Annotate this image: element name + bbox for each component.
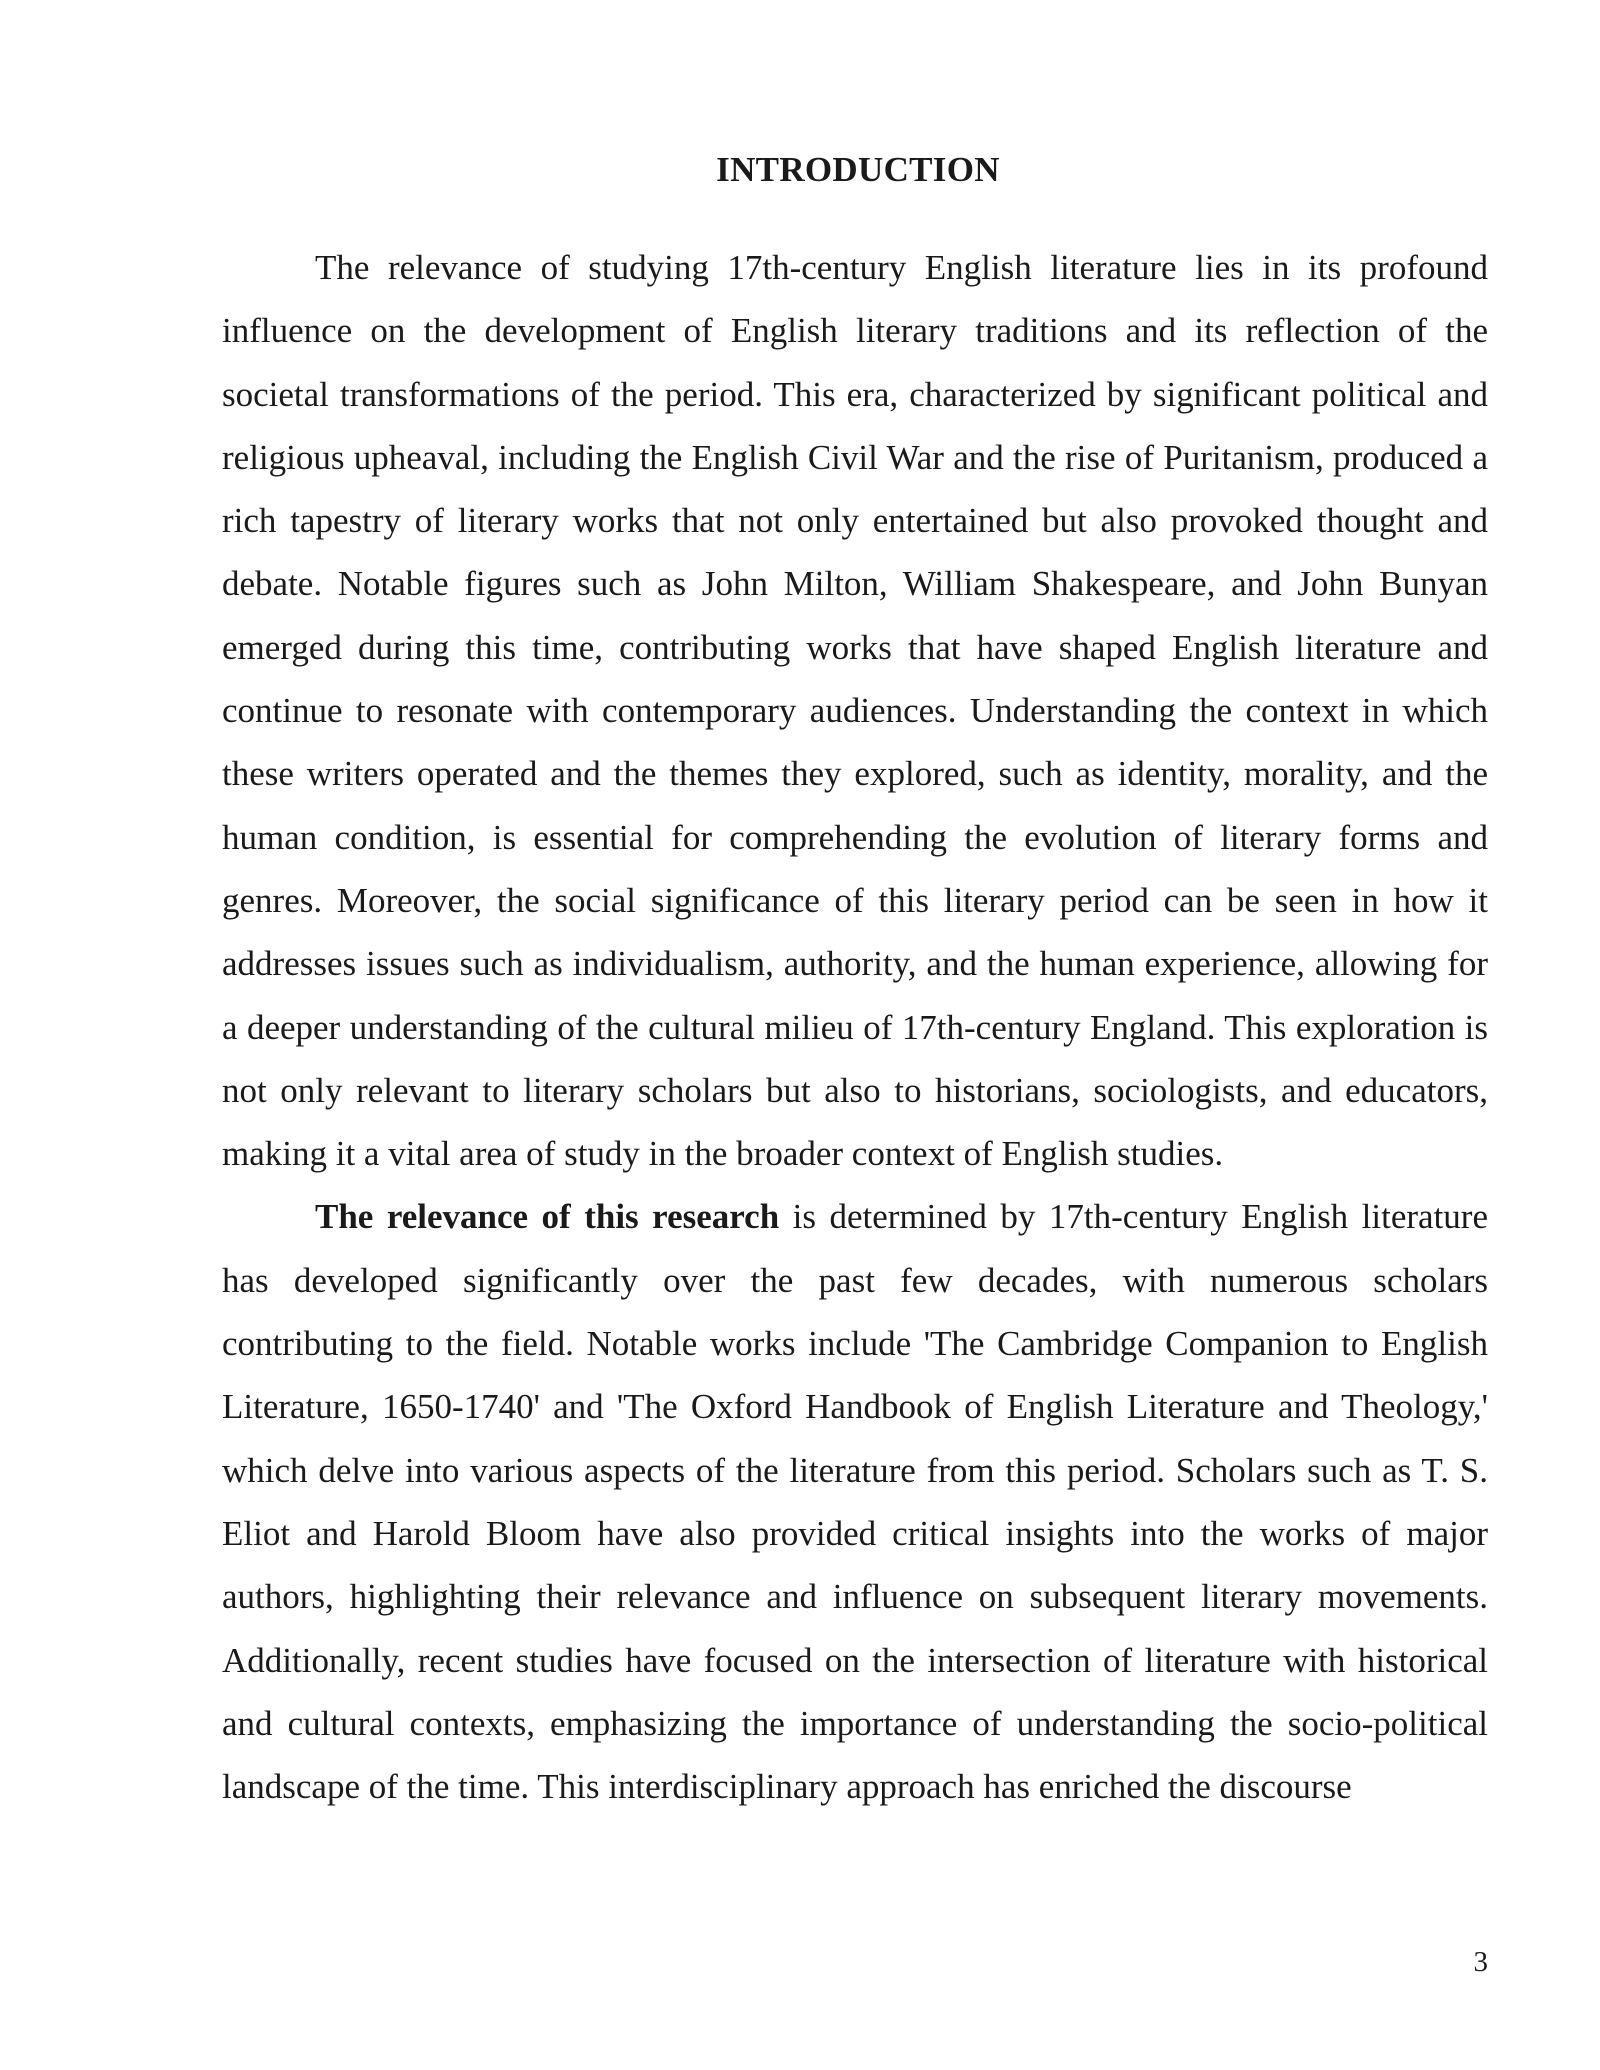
paragraph-lead-bold: The relevance of this research: [315, 1197, 780, 1237]
section-heading: INTRODUCTION: [716, 150, 1000, 189]
paragraph-relevance-of-studying: The relevance of studying 17th-century English literature lies in its profound influence on the development of English literary traditions and its reflection of the societal transformations of the period. This era, characterized by significant political and religious upheaval, including the English Civil War and the rise of Puritanism, produced a rich tapestry of literary works that not only entertained but also provoked thought and debate. Notable figures such as John Milton, William Shakespeare, and John Bunyan emerged during this time, contributing works that have shaped English literature and continue to resonate with contemporary audiences. Understanding the context in which these writers operated and the themes they explored, such as identity, morality, and the human condition, is essential for comprehending the evolution of literary forms and genres. Moreover, the social significance of this literary period can be seen in how it addresses issues such as individualism, authority, and the human experience, allowing for a deeper understanding of the cultural milieu of 17th-century England. This exploration is not only relevant to literary scholars but also to historians, sociologists, and educators, making it a vital area of study in the broader context of English studies.: [222, 248, 1488, 1174]
paragraph-relevance-of-research: [222, 1185, 1488, 1818]
paragraph-body: is determined by 17th-century English literature has developed significantly over the past few decades, with numerous scholars contributing to the field. Notable works include 'The Cambridge Companion to English Literature, 1650-1740' and 'The Oxford Handbook of English Literature and Theology,' which delve into various aspects of the literature from this period. Scholars such as T. S. Eliot and Harold Bloom have also provided critical insights into the works of major authors, highlighting their relevance and influence on subsequent literary movements. Additionally, recent studies have focused on the intersection of literature with historical and cultural contexts, emphasizing the importance of understanding the socio-political landscape of the time. This interdisciplinary approach has enriched the discourse: [222, 1197, 1488, 1807]
page-number: 3: [1473, 1946, 1488, 1978]
body-text: [222, 236, 1488, 1818]
